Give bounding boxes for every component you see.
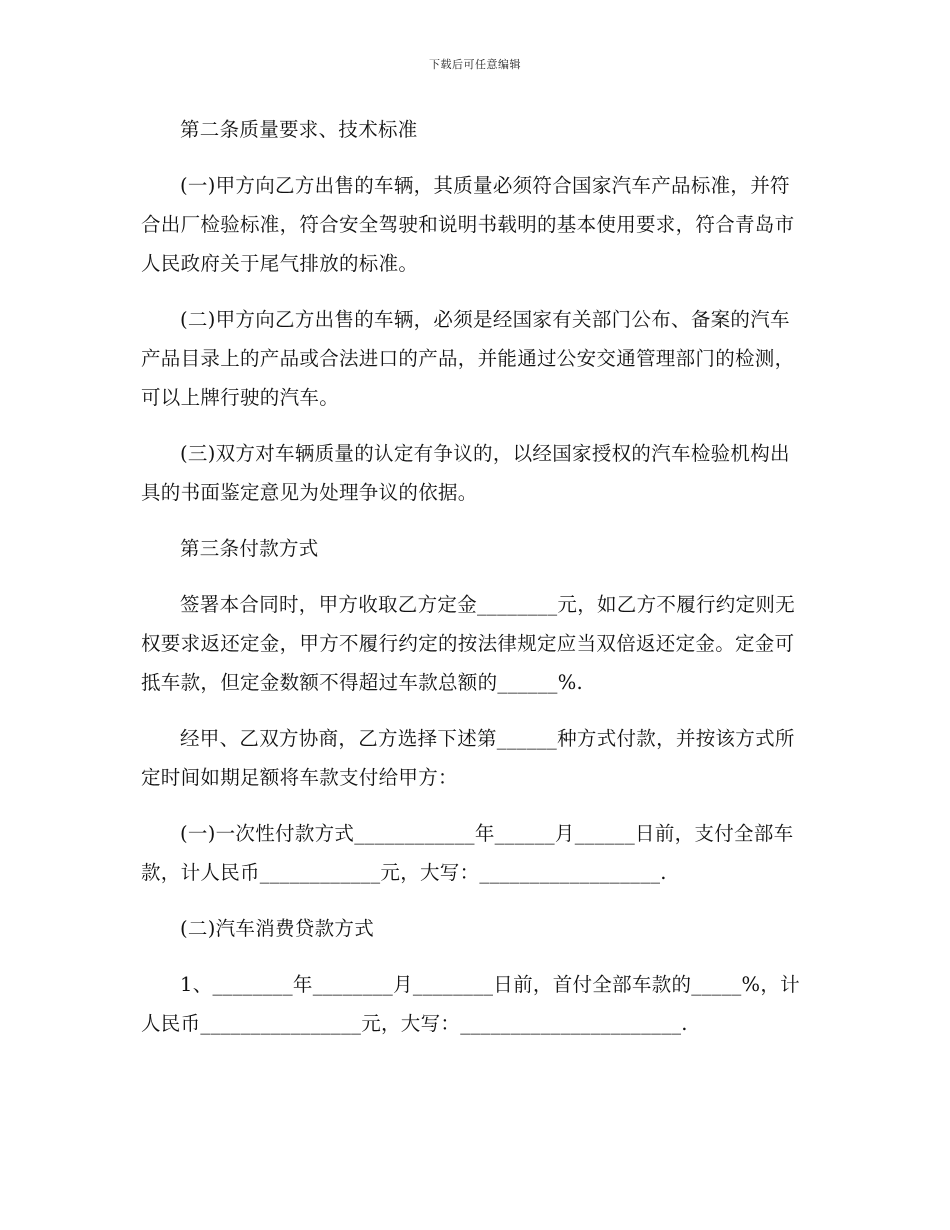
clause-lump-sum: (一)一次性付款方式____________年______月______日前，支付全部车款，计人民币____________元，大写：__________________. xyxy=(141,822,794,884)
section-heading-quality: 第二条质量要求、技术标准 xyxy=(180,118,418,141)
page-header: 下载后可任意编辑 xyxy=(429,58,521,71)
clause-loan-heading: (二)汽车消费贷款方式 xyxy=(180,917,375,940)
document-body xyxy=(141,110,801,1060)
section-heading-payment: 第三条付款方式 xyxy=(180,537,319,560)
clause-quality-1: (一)甲方向乙方出售的车辆，其质量必须符合国家汽车产品标准，并符合出厂检验标准，符合安全驾驶和说明书载明的基本使用要求，符合青岛市人民政府关于尾气排放的标准。 xyxy=(141,174,795,275)
clause-loan-item-1: 1、________年________月________日前，首付全部车款的_____%，计人民币________________元，大写：______________________. xyxy=(141,973,800,1035)
clause-payment-choice: 经甲、乙双方协商，乙方选择下述第______种方式付款，并按该方式所定时间如期足额将车款支付给甲方： xyxy=(141,727,795,789)
clause-quality-2: (二)甲方向乙方出售的车辆，必须是经国家有关部门公布、备案的汽车产品目录上的产品或合法进口的产品，并能通过公安交通管理部门的检测，可以上牌行驶的汽车。 xyxy=(141,308,795,409)
clause-quality-3: (三)双方对车辆质量的认定有争议的，以经国家授权的汽车检验机构出具的书面鉴定意见为处理争议的依据。 xyxy=(141,442,790,504)
clause-deposit: 签署本合同时，甲方收取乙方定金________元，如乙方不履行约定则无权要求返还定金，甲方不履行约定的按法律规定应当双倍返还定金。定金可抵车款，但定金数额不得超过车款总额的______%. xyxy=(141,593,795,694)
